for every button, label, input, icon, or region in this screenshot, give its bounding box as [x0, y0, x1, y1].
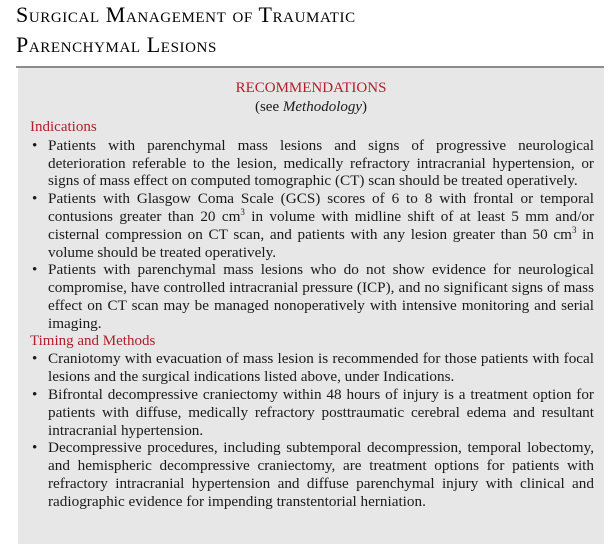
section-heading-indications: Indications — [30, 119, 97, 135]
list-item: • Patients with parenchymal mass lesions who do not show evidence for neurological compromise, have controlled intracranial pressure (ICP), and no significant signs of mass effect on CT scan may be managed nonoperatively with intensive monitoring and serial imaging. — [32, 261, 594, 332]
recommendations-heading: RECOMMENDATIONS — [235, 80, 387, 96]
title-line-1: Surgical Management of Traumatic — [16, 2, 356, 27]
bullet-icon: • — [32, 136, 38, 154]
bullet-icon: • — [32, 385, 38, 403]
bullet-icon: • — [32, 439, 38, 457]
methodology-link[interactable]: Methodology — [282, 99, 363, 115]
title-line-2: Parenchymal Lesions — [16, 32, 217, 57]
bullet-icon: • — [32, 261, 38, 279]
list-item: • Patients with parenchymal mass lesions and signs of progressive neurological deterioration referable to the lesion, medically refractory intracranial hypertension, or signs of mass effect on computed tomographic (CT) scan should be treated operatively. — [32, 136, 594, 190]
section-heading-timing: Timing and Methods — [30, 332, 156, 349]
bullet-icon: • — [32, 350, 38, 368]
list-item: • Bifrontal decompressive craniectomy within 48 hours of injury is a treatment option for patients with diffuse, medically refractory posttraumatic cerebral edema and resultant intracranial hypertension. — [32, 385, 594, 439]
recommendations-content — [30, 119, 594, 511]
list-item: • Decompressive procedures, including subtemporal decompression, temporal lobectomy, and hemispheric decompressive craniectomy, are treatment options for patients with refractory intracranial hypertension and diffuse parenchymal injury with clinical and radiographic evidence for impending transtentorial herniation. — [32, 439, 594, 510]
list-item: • Patients with Glasgow Coma Scale (GCS) scores of 6 to 8 with frontal or temporal contusions greater than 20 $cm^3$ in volume with midline shift of at least 5 mm and/or cisternal compression on CT scan, and patients with any lesion greater than 50 $cm^3$ in volume should be treated operatively. — [32, 190, 595, 261]
bullet-icon: • — [32, 190, 38, 208]
article-title — [16, 0, 356, 60]
recommendations-subheading: (see Methodology) — [254, 99, 368, 115]
indications-list — [30, 137, 594, 333]
list-item: • Craniotomy with evacuation of mass lesion is recommended for those patients with focal lesions and the surgical indications listed above, under Indications. — [32, 350, 594, 386]
timing-list — [30, 350, 594, 510]
